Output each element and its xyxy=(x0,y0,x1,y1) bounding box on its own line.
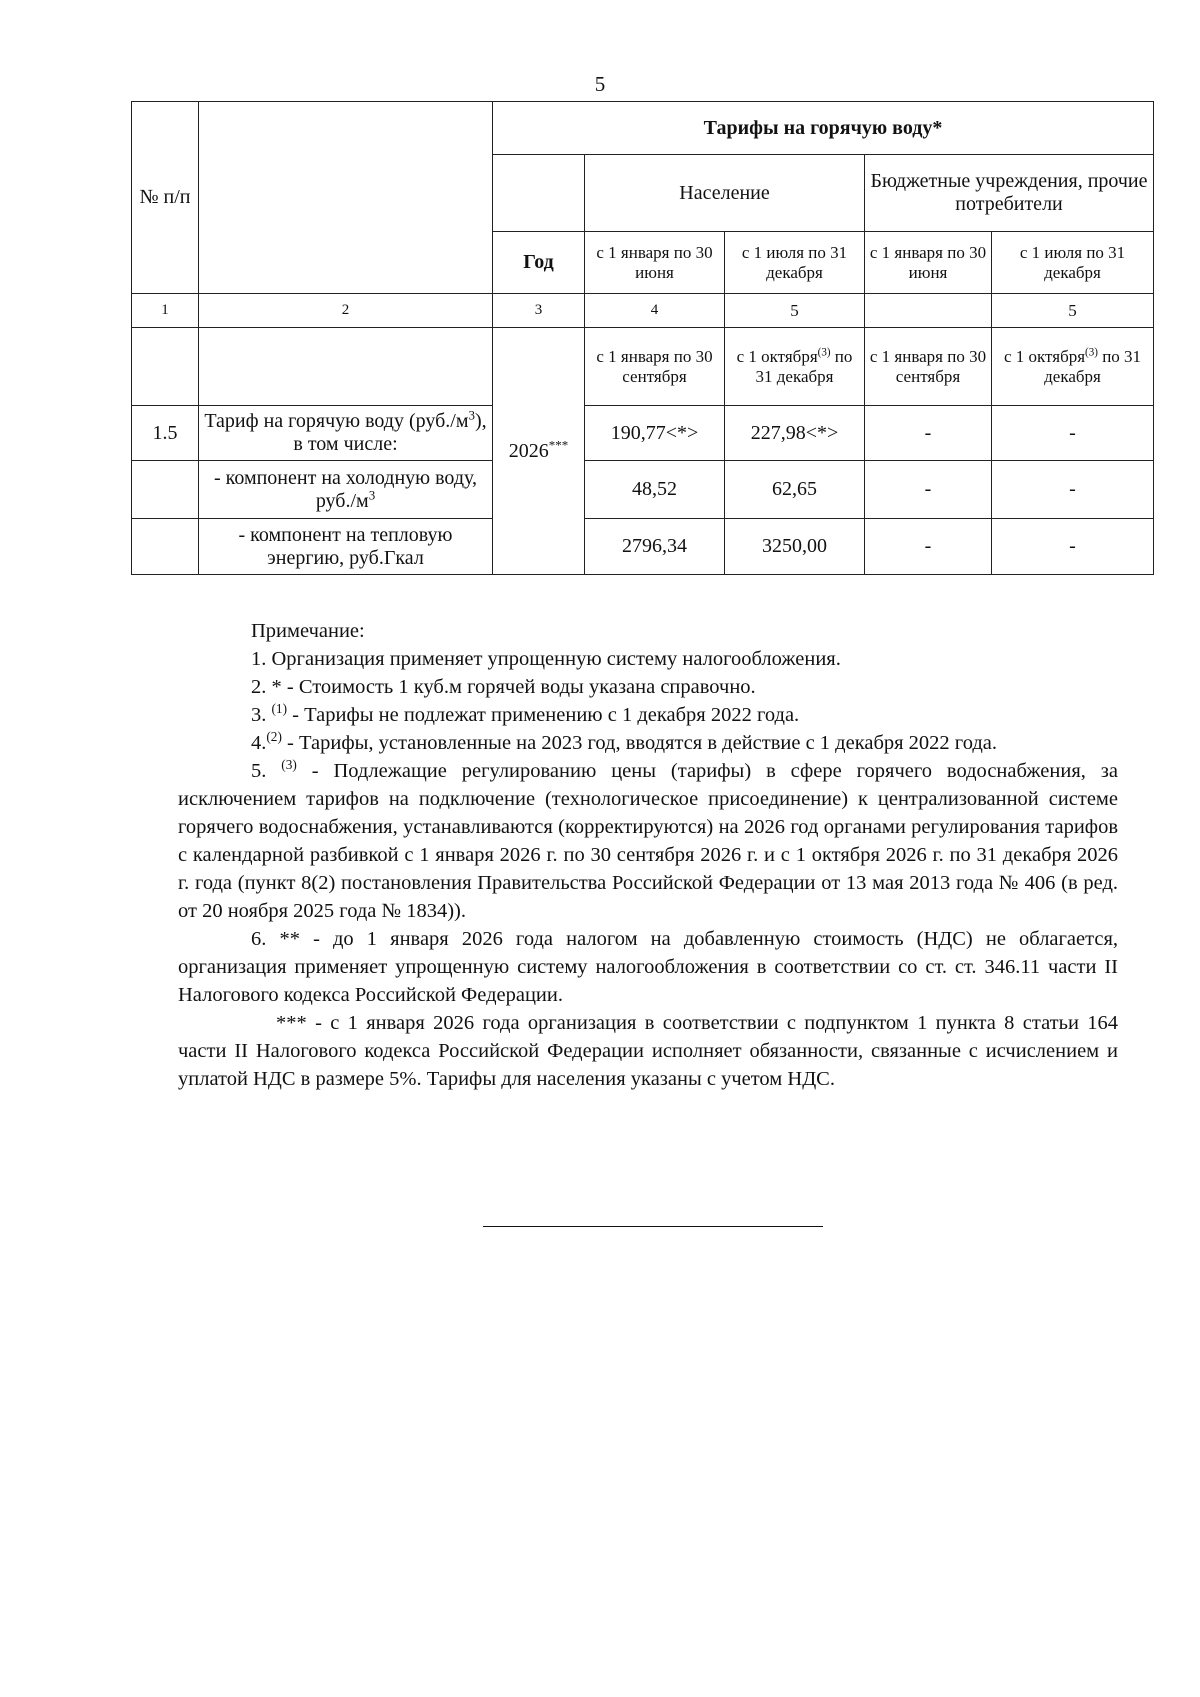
header-period: с 1 июля по 31 декабря xyxy=(992,232,1154,294)
column-number: 4 xyxy=(585,294,725,328)
header-group-blank xyxy=(493,155,585,232)
value-cell: 62,65 xyxy=(725,461,865,519)
subperiod-blank xyxy=(132,328,199,406)
note-item: 4.$^{(2)}$ - Тарифы, установленные на 2023 год, вводятся в действие с 1 декабря 2022 года. xyxy=(251,729,998,754)
table-row xyxy=(132,519,1154,575)
notes-heading: Примечание: xyxy=(251,620,365,642)
header-group-population: Население xyxy=(585,155,865,232)
subperiod-cell: с 1 октября$^{(3)}$ по 31 декабря xyxy=(725,328,865,406)
value-cell: 3250,00 xyxy=(725,519,865,575)
year-cell: 2026*** xyxy=(493,328,585,575)
header-period: с 1 января по 30 июня xyxy=(865,232,992,294)
header-period: с 1 июля по 31 декабря xyxy=(725,232,865,294)
column-number xyxy=(865,294,992,328)
column-number: 5 xyxy=(725,294,865,328)
header-title: Тарифы на горячую воду* xyxy=(493,102,1154,155)
column-number: 1 xyxy=(132,294,199,328)
column-number: 3 xyxy=(493,294,585,328)
value-cell: - xyxy=(992,461,1154,519)
value-cell: - xyxy=(865,461,992,519)
note-item: 3. $^{(1)}$ - Тарифы не подлежат применению с 1 декабря 2022 года. xyxy=(251,701,800,726)
note-item: 1. Организация применяет упрощенную систему налогообложения. xyxy=(251,648,841,670)
column-number: 5 xyxy=(992,294,1154,328)
table-row xyxy=(132,461,1154,519)
value-cell: 190,77<*> xyxy=(585,406,725,461)
value-cell: 227,98<*> xyxy=(725,406,865,461)
note-item: 5. $^{(3)}$ - Подлежащие регулированию цены (тарифы) в сфере горячего водоснабжения, за исключением тарифов на подключение (технологическое присоединение) к централизованной системе горячего водоснабжения, устанавливаются (корректируются) на 2026 год органами регулирования тарифов с календарной разбивкой с 1 января 2026 г. по 30 сентября 2026 г. и с 1 октября 2026 г. по 31 декабря 2026 г. года (пункт 8(2) постановления Правительства Российской Федерации от 13 мая 2013 года № 406 (в ред. от 20 ноября 2025 года № 1834)). xyxy=(178,757,1119,922)
value-cell: 2796,34 xyxy=(585,519,725,575)
note-item: 6. ** - до 1 января 2026 года налогом на добавленную стоимость (НДС) не облагается, организация применяет упрощенную систему налогообложения в соответствии со ст. ст. 346.11 части II Налогового кодекса Российской Федерации. xyxy=(178,928,1118,1006)
row-number xyxy=(132,519,199,575)
tariff-table xyxy=(131,101,1154,575)
value-cell: - xyxy=(992,519,1154,575)
header-year: Год xyxy=(493,232,585,294)
end-rule xyxy=(483,1226,823,1227)
subperiod-cell: с 1 января по 30 сентября xyxy=(865,328,992,406)
subperiod-cell: с 1 января по 30 сентября xyxy=(585,328,725,406)
row-number: 1.5 xyxy=(132,406,199,461)
header-num-cell: № п/п xyxy=(132,102,199,294)
note-item: *** - с 1 января 2026 года организация в соответствии с подпунктом 1 пункта 8 статьи 164 части II Налогового кодекса Российской Федерации исполняет обязанности, связанные с исчислением и уплатой НДС в размере 5%. Тарифы для населения указаны с учетом НДС. xyxy=(178,1012,1118,1090)
header-empty-cell xyxy=(199,102,493,294)
page-number: 5 xyxy=(594,72,606,96)
value-cell: 48,52 xyxy=(585,461,725,519)
note-item: 2. * - Стоимость 1 куб.м горячей воды указана справочно. xyxy=(251,676,756,698)
value-cell: - xyxy=(865,519,992,575)
value-cell: - xyxy=(992,406,1154,461)
notes xyxy=(178,617,1118,1093)
row-name: Тариф на горячую воду $(руб./м^3)$, в том числе: xyxy=(199,406,493,461)
row-name: - компонент на холодную воду, $руб./м^3$ xyxy=(199,461,493,519)
row-number xyxy=(132,461,199,519)
header-group-budget: Бюджетные учреждения, прочие потребители xyxy=(865,155,1154,232)
subperiod-blank xyxy=(199,328,493,406)
subperiod-cell: с 1 октября$^{(3)}$ по 31 декабря xyxy=(992,328,1154,406)
row-name: - компонент на тепловую энергию, руб.Гкал xyxy=(199,519,493,575)
header-period: с 1 января по 30 июня xyxy=(585,232,725,294)
column-number: 2 xyxy=(199,294,493,328)
table-row xyxy=(132,406,1154,461)
value-cell: - xyxy=(865,406,992,461)
